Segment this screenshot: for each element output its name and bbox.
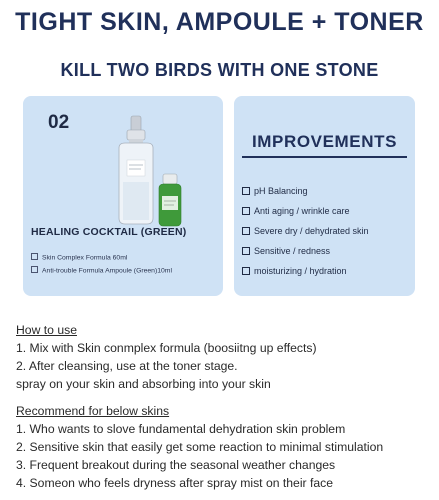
recommend-line: 2. Sensitive skin that easily get some reaction to minimal stimulation [16, 440, 384, 454]
checkbox-icon [242, 267, 250, 275]
headline: TIGHT SKIN, AMPOULE + TONER [15, 8, 424, 36]
recommend-line: 1. Who wants to slove fundamental dehydration skin problem [16, 422, 346, 436]
improvement-item: moisturizing / hydration [242, 266, 347, 276]
product-number: 02 [48, 112, 70, 133]
improvement-item: pH Balancing [242, 186, 308, 196]
product-name: HEALING COCKTAIL (GREEN) [31, 226, 187, 238]
subheadline: KILL TWO BIRDS WITH ONE STONE [60, 60, 379, 80]
how-to-use-line: 1. Mix with Skin conmplex formula (boosiitng up effects) [16, 341, 317, 355]
checkbox-icon [242, 207, 250, 215]
improvements-title: IMPROVEMENTS [251, 132, 398, 151]
checkbox-icon [242, 227, 250, 235]
improvement-item: Sensitive / redness [242, 246, 330, 256]
product-bottles-image [105, 112, 215, 232]
improvement-item: Severe dry / dehydrated skin [242, 226, 369, 236]
product-item: Anti-trouble Formula Ampoule (Green)10ml [31, 266, 223, 275]
how-to-use-line: spray on your skin and absorbing into your skin [16, 377, 271, 391]
product-item: Skin Complex Formula 60ml [31, 253, 223, 262]
improvements-card [234, 96, 415, 296]
recommend-line: 3. Frequent breakout during the seasonal weather changes [16, 458, 336, 472]
checkbox-icon [31, 266, 38, 273]
how-to-use-line: 2. After cleansing, use at the toner stage. [16, 359, 238, 373]
how-to-use-heading: How to use [16, 323, 77, 337]
divider [242, 156, 407, 158]
improvement-item: Anti aging / wrinkle care [242, 206, 350, 216]
checkbox-icon [242, 187, 250, 195]
recommend-heading: Recommend for below skins [16, 404, 170, 418]
checkbox-icon [31, 253, 38, 260]
product-card [23, 96, 223, 296]
checkbox-icon [242, 247, 250, 255]
recommend-line: 4. Someon who feels dryness after spray mist on their face [16, 476, 334, 490]
